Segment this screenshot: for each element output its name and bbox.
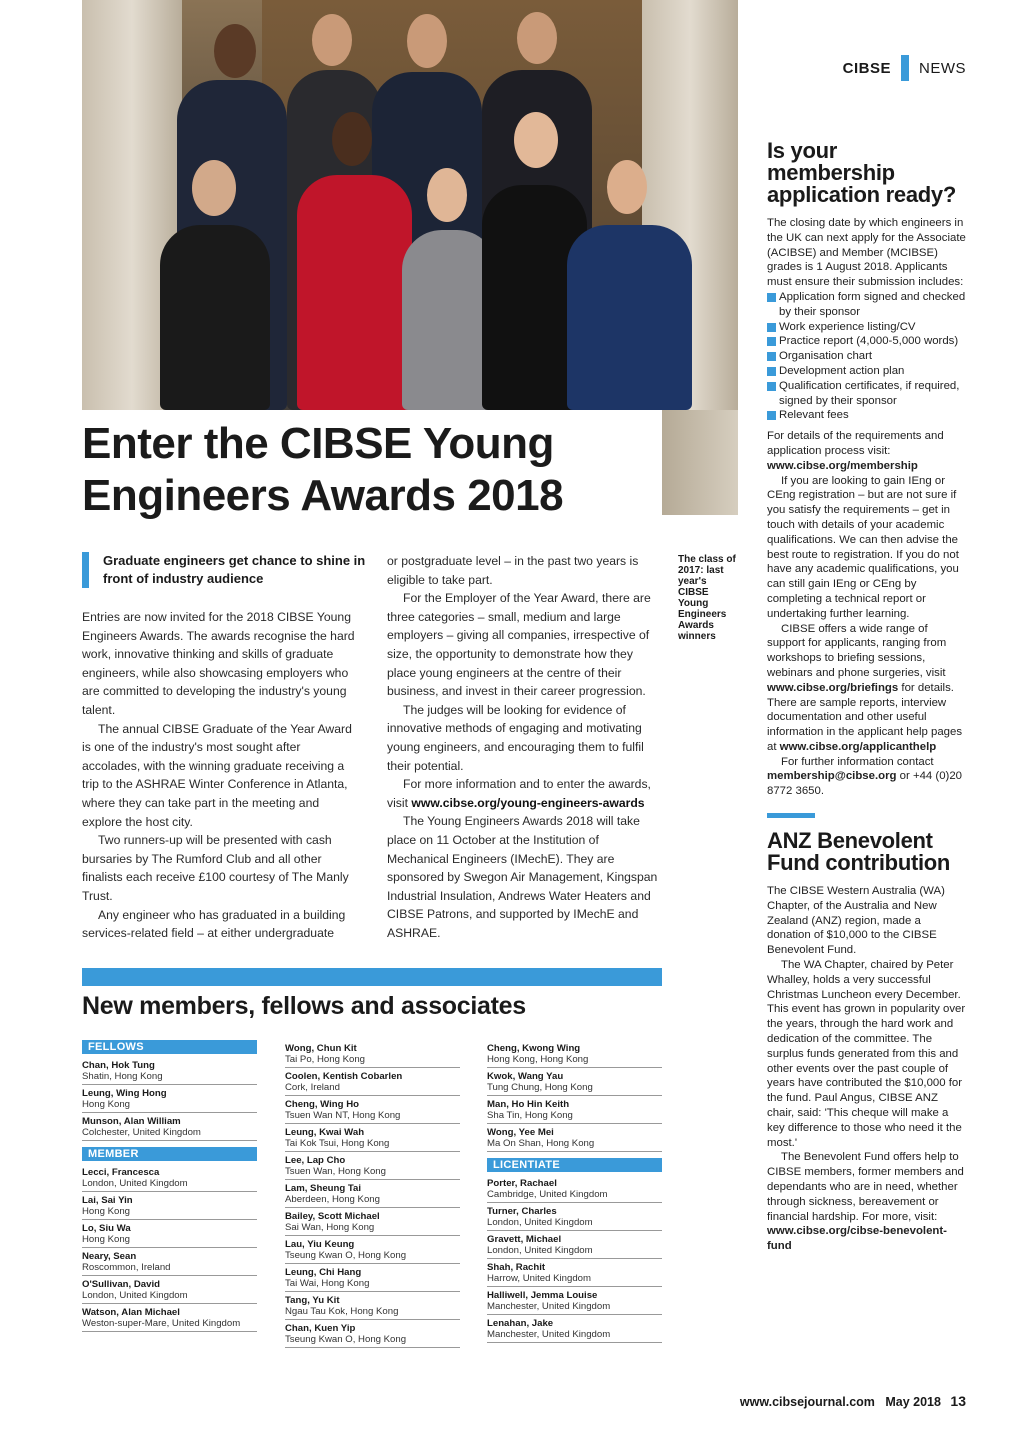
member-list [487,1040,662,1152]
member-name: Lau, Yiu Keung [285,1239,355,1250]
sidebar-paragraph [767,622,967,755]
member-name: Shah, Rachit [487,1262,546,1273]
member-location: Tsuen Wan, Hong Kong [285,1166,386,1177]
sidebar-paragraph: The CIBSE Western Australia (WA) Chapter, of the Australia and New Zealand (ANZ) region, made a donation of $10,000 to the CIBSE Benevolent Fund. [767,885,945,957]
licentiate-heading: LICENTIATE [487,1158,662,1172]
article-standfirst: Graduate engineers get chance to shine in front of industry audience [82,552,383,588]
briefings-link[interactable]: www.cibse.org/briefings [767,681,899,694]
member-location: Roscommon, Ireland [82,1262,171,1273]
member-name: Neary, Sean [82,1251,137,1262]
article-column-1 [82,608,360,943]
sidebar-text: For further information contact [781,755,934,768]
list-item [487,1040,662,1068]
sidebar-text: for details. There are sample reports, interview documentation and other useful information in the applicant help pages at [767,681,963,753]
member-name: Bailey, Scott Michael [285,1211,380,1222]
sidebar-paragraph [767,755,967,799]
header-divider [901,55,909,81]
benevolent-fund-link[interactable]: www.cibse.org/cibse-benevolent-fund [767,1225,947,1253]
members-section-bar [82,968,662,986]
members-column-1 [82,1040,257,1332]
member-location: London, United Kingdom [82,1290,188,1301]
list-item [285,1320,460,1348]
list-item [82,1113,257,1141]
fellows-heading: FELLOWS [82,1040,257,1054]
member-location: Manchester, United Kingdom [487,1301,611,1312]
list-item [82,1304,257,1332]
article-paragraph [387,775,659,812]
member-name: Wong, Yee Mei [487,1127,554,1138]
sidebar-text: or +44 (0)20 8772 3650. [767,770,963,798]
member-location: Weston-super-Mare, United Kingdom [82,1318,241,1329]
list-item [487,1203,662,1231]
member-location: Sai Wan, Hong Kong [285,1222,375,1233]
list-item [487,1259,662,1287]
list-item [487,1096,662,1124]
member-location: Manchester, United Kingdom [487,1329,611,1340]
list-item [285,1152,460,1180]
list-item [487,1175,662,1203]
member-location: Cork, Ireland [285,1082,340,1093]
membership-email-link[interactable]: membership@cibse.org [767,770,897,783]
section-label: NEWS [919,59,966,77]
list-item: Qualification certificates, if required, signed by their sponsor [767,379,967,409]
member-name: Tang, Yu Kit [285,1295,340,1306]
fellows-list [82,1057,257,1141]
member-location: Hong Kong [82,1206,131,1217]
list-item [285,1292,460,1320]
page-footer [740,1393,966,1409]
sidebar-paragraph: The WA Chapter, chaired by Peter Whalley, holds a very successful Christmas Luncheon every December. This event has grown in popularity over the years, through the hard work and dedication of the committee. The surplus funds generated from this and other events over the past couple of years have contributed the $10,000 for the fund. Paul Angus, CIBSE ANZ chair, said: 'This cheque will make a key difference to those who need it the most.' [767,959,966,1149]
member-name: O'Sullivan, David [82,1279,160,1290]
list-item [285,1068,460,1096]
list-item [285,1124,460,1152]
member-location: Tai Wai, Hong Kong [285,1278,370,1289]
member-location: Tai Kok Tsui, Hong Kong [285,1138,390,1149]
awards-link[interactable]: www.cibse.org/young-engineers-awards [411,795,645,810]
list-item: Practice report (4,000-5,000 words) [767,334,967,349]
licentiate-list [487,1175,662,1343]
member-location: Hong Kong [82,1234,131,1245]
member-location: London, United Kingdom [487,1217,593,1228]
sidebar-paragraph [767,1150,967,1254]
awards-text: For more information and to enter the awards, visit [387,777,651,810]
list-item [487,1315,662,1343]
section-header [843,55,966,81]
sidebar-paragraph [767,429,967,473]
article-paragraph: The Young Engineers Awards 2018 will take place on 11 October at the Institution of Mechanical Engineers (IMechE). They are sponsored by Swegon Air Management, Kingspan Industrial Insulation, Andrews Water Heaters and CIBSE Patrons, and supported by IMechE and ASHRAE. [387,814,658,940]
applicanthelp-link[interactable]: www.cibse.org/applicanthelp [779,740,937,753]
photo-extension [662,410,738,515]
list-item: Organisation chart [767,349,967,364]
sidebar-paragraph: If you are looking to gain IEng or CEng registration – but are not sure if you satisfy the requirements – get in touch with details of your academic qualifications. We can then advise the best route to registration. If you do not have any academic qualifications, you can still gain IEng or CEng by completing a technical report or undertaking further learning. [767,474,959,620]
member-location: Shatin, Hong Kong [82,1071,163,1082]
article-paragraph: Any engineer who has graduated in a building services-related field – at either undergraduate [82,907,346,941]
list-item [285,1264,460,1292]
list-item: Relevant fees [767,408,967,423]
article-paragraph: or postgraduate level – in the past two years is eligible to take part. [387,554,639,587]
list-item [487,1231,662,1259]
brand-label: CIBSE [842,59,891,77]
member-name: Watson, Alan Michael [82,1307,180,1318]
article-paragraph: Entries are now invited for the 2018 CIBSE Young Engineers Awards. The awards recognise the hard work, innovative thinking and skills of graduate engineers, while also showcasing employers who are committed to developing the industry's young talent. [82,610,355,717]
member-name: Cheng, Kwong Wing [487,1043,581,1054]
member-location: Ma On Shan, Hong Kong [487,1138,595,1149]
list-item: Development action plan [767,364,967,379]
member-location: Sha Tin, Hong Kong [487,1110,573,1121]
list-item [82,1248,257,1276]
member-name: Wong, Chun Kit [285,1043,357,1054]
member-location: London, United Kingdom [82,1178,188,1189]
member-location: Hong Kong [82,1099,131,1110]
list-item [285,1180,460,1208]
list-item [487,1287,662,1315]
member-location: Ngau Tau Kok, Hong Kong [285,1306,399,1317]
member-location: Tseung Kwan O, Hong Kong [285,1250,407,1261]
list-item: Application form signed and checked by their sponsor [767,290,967,320]
list-item [82,1057,257,1085]
member-location: Cambridge, United Kingdom [487,1189,608,1200]
member-location: Tai Po, Hong Kong [285,1054,366,1065]
sidebar-text: CIBSE offers a wide range of support for applicants, ranging from workshops to briefing sessions, webinars and phone surgeries, visit [767,622,947,679]
member-heading: MEMBER [82,1147,257,1161]
list-item [82,1192,257,1220]
article-paragraph: For the Employer of the Year Award, there are three categories – small, medium and large employers – giving all companies, irrespective of size, the opportunity to demonstrate how they place young engineers at the centre of their business, and invest in their career progression. [387,591,651,699]
member-name: Chan, Kuen Yip [285,1323,356,1334]
member-location: Harrow, United Kingdom [487,1273,591,1284]
member-name: Chan, Hok Tung [82,1060,155,1071]
member-location: Aberdeen, Hong Kong [285,1194,380,1205]
member-name: Leung, Wing Hong [82,1088,167,1099]
member-location: Tung Chung, Hong Kong [487,1082,593,1093]
group-photo [82,0,738,410]
member-name: Lai, Sai Yin [82,1195,133,1206]
list-item [285,1096,460,1124]
list-item [285,1236,460,1264]
member-location: Tsuen Wan NT, Hong Kong [285,1110,401,1121]
footer-issue: May 2018 [885,1395,941,1409]
list-item [285,1040,460,1068]
sidebar-intro: The closing date by which engineers in the UK can next apply for the Associate (ACIBSE) and Member (MCIBSE) grades is 1 August 2018. Applicants must ensure their submission includes: [767,217,966,289]
member-name: Leung, Chi Hang [285,1267,362,1278]
photo-caption: The class of 2017: last year's CIBSE Young Engineers Awards winners [678,554,736,642]
member-name: Cheng, Wing Ho [285,1099,359,1110]
sidebar-title-membership: Is your membership application ready? [767,138,956,207]
list-item [82,1164,257,1192]
sidebar [767,140,967,1254]
member-name: Lee, Lap Cho [285,1155,346,1166]
article-paragraph: The judges will be looking for evidence of innovative methods of engaging and motivating young engineers, and encouraging them to fulfil their potential. [387,702,644,773]
members-section-title: New members, fellows and associates [82,992,526,1020]
page-number: 13 [950,1393,966,1409]
member-name: Turner, Charles [487,1206,557,1217]
requirements-list [767,290,967,423]
list-item [82,1220,257,1248]
member-name: Coolen, Kentish Cobarlen [285,1071,403,1082]
member-list [82,1164,257,1332]
member-location: Tseung Kwan O, Hong Kong [285,1334,407,1345]
footer-site: www.cibsejournal.com [739,1395,875,1409]
member-location: Hong Kong, Hong Kong [487,1054,589,1065]
members-column-3 [487,1040,662,1343]
membership-link[interactable]: www.cibse.org/membership [767,459,918,472]
member-name: Leung, Kwai Wah [285,1127,365,1138]
list-item [285,1208,460,1236]
article-paragraph: The annual CIBSE Graduate of the Year Award is one of the industry's most sought after accolades, with the winning graduate receiving a trip to the ASHRAE Winter Conference in Atlanta, where they can take part in the meeting and explore the host city. [82,721,352,829]
sidebar-text: The Benevolent Fund offers help to CIBSE members, former members and dependants who are in need, whether through sickness, bereavement or financial hardship. For more, visit: [767,1151,964,1223]
member-name: Lenahan, Jake [487,1318,554,1329]
member-name: Porter, Rachael [487,1178,557,1189]
member-name: Gravett, Michael [487,1234,562,1245]
list-item [82,1276,257,1304]
member-name: Munson, Alan William [82,1116,181,1127]
list-item [82,1085,257,1113]
member-location: Colchester, United Kingdom [82,1127,201,1138]
member-list [285,1040,460,1348]
article-paragraph: Two runners-up will be presented with cash bursaries by The Rumford Club and all other finalists each receive £100 courtesy of The Manly Trust. [82,833,349,903]
member-location: London, United Kingdom [487,1245,593,1256]
sidebar-text: For details of the requirements and application process visit: [767,430,944,457]
sidebar-divider [767,813,815,818]
sidebar-title-benevolent: ANZ Benevolent Fund contribution [767,828,951,876]
member-name: Halliwell, Jemma Louise [487,1290,598,1301]
list-item [487,1124,662,1152]
list-item [487,1068,662,1096]
member-name: Man, Ho Hin Keith [487,1099,570,1110]
members-column-2 [285,1040,460,1348]
sidebar-membership-body [767,216,967,799]
sidebar-benevolent-body [767,884,967,1254]
member-name: Kwok, Wang Yau [487,1071,564,1082]
article-column-2 [387,552,659,942]
article-headline: Enter the CIBSE Young Engineers Awards 2018 [82,419,564,520]
member-name: Lo, Siu Wa [82,1223,131,1234]
member-name: Lecci, Francesca [82,1167,160,1178]
list-item: Work experience listing/CV [767,320,967,335]
member-name: Lam, Sheung Tai [285,1183,362,1194]
